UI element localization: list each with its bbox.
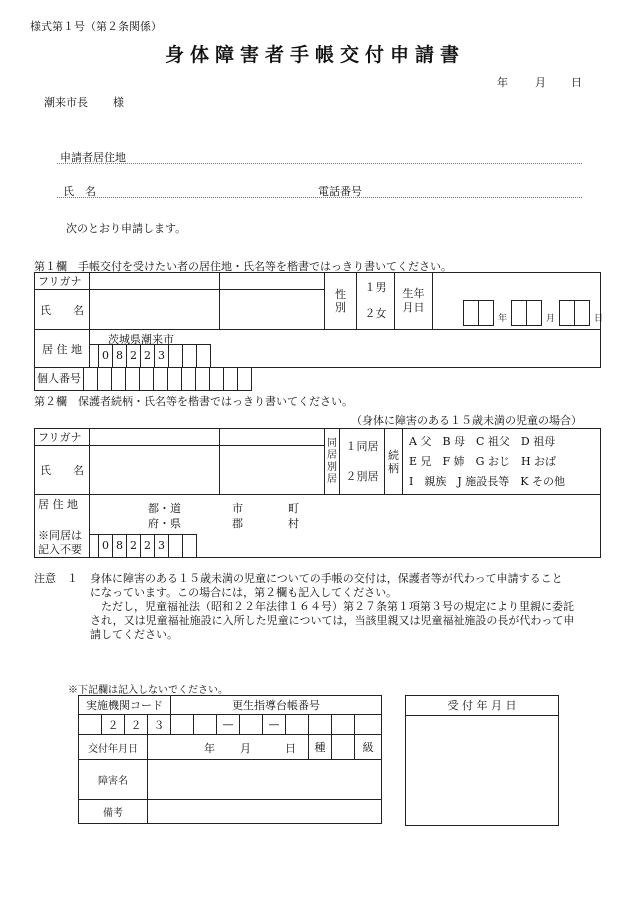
s2-name-input-2[interactable] bbox=[220, 446, 325, 495]
postal-digit[interactable]: 2 bbox=[140, 535, 154, 557]
city-label-2: 郡 bbox=[232, 517, 243, 530]
remarks-cell bbox=[148, 800, 382, 824]
town-label: 町 bbox=[288, 502, 299, 515]
pref-label: 都・道 bbox=[148, 502, 181, 515]
sex-female-option[interactable]: ２女 bbox=[364, 307, 387, 320]
notes-line: 請してください。 bbox=[90, 628, 178, 641]
date-year: 年 bbox=[497, 76, 508, 89]
dob-month-label: 月 bbox=[546, 314, 556, 324]
issue-date-label: 交付年月日 bbox=[79, 735, 148, 760]
issue-year-label: 年 bbox=[204, 742, 215, 755]
received-date-label: 受 付 年 月 日 bbox=[406, 696, 558, 716]
agency-code-label: 実施機関コード bbox=[79, 696, 171, 715]
section2-table bbox=[34, 428, 601, 558]
ledger-label: 更生指導台帳番号 bbox=[171, 696, 382, 715]
postal-digit[interactable]: 2 bbox=[126, 535, 140, 557]
town-label-2: 村 bbox=[288, 517, 299, 530]
issue-month-label: 月 bbox=[240, 742, 251, 755]
addressee-city: 潮来市長 bbox=[44, 96, 88, 109]
relation-option-row[interactable]: A 父 B 母 C 祖父 D 祖母 bbox=[409, 434, 556, 448]
applicant-address-label: 申請者居住地 bbox=[60, 151, 126, 164]
ledger-digit bbox=[286, 715, 309, 735]
relation-option-row[interactable]: I 親族 J 施設長等 K その他 bbox=[409, 474, 565, 488]
relation-option-row[interactable]: E 兄 F 姉 G おじ H おば bbox=[409, 454, 557, 468]
disability-cell bbox=[148, 760, 382, 800]
cohabit-same-option[interactable]: １同居 bbox=[345, 439, 379, 453]
sex-male-option[interactable]: １男 bbox=[364, 281, 387, 294]
agency-code-cell bbox=[79, 715, 102, 735]
ledger-digit bbox=[194, 715, 217, 735]
s1-sex-label: 性別 bbox=[325, 273, 357, 330]
ledger-dash: — bbox=[217, 715, 240, 735]
s2-furigana-input-2[interactable] bbox=[220, 429, 325, 446]
notes-line: ただし，児童福祉法（昭和２２年法律１６４号）第２７条第１項第３号の規定により里親に委託 bbox=[101, 600, 574, 613]
postal-digit[interactable] bbox=[168, 345, 182, 367]
agency-code-digit: ２ bbox=[125, 715, 148, 735]
s2-address-note-2: 記入不要 bbox=[38, 543, 82, 556]
postal-digit[interactable]: 2 bbox=[140, 345, 154, 367]
date-day: 日 bbox=[571, 76, 582, 89]
s1-dob-input[interactable] bbox=[433, 273, 604, 330]
s1-name-input[interactable] bbox=[90, 290, 220, 330]
issue-date-cell bbox=[148, 735, 309, 760]
s2-address-label-cell bbox=[35, 495, 90, 558]
s1-name-input-2[interactable] bbox=[220, 290, 325, 330]
s1-my-number-label: 個人番号 bbox=[35, 368, 84, 390]
page-title: 身体障害者手帳交付申請書 bbox=[164, 44, 465, 66]
applicant-name-label: 氏 名 bbox=[63, 185, 96, 198]
s2-name-label: 氏 名 bbox=[35, 446, 90, 495]
date-month: 月 bbox=[535, 76, 546, 89]
s1-furigana-input-2[interactable] bbox=[220, 273, 325, 290]
applicant-address-line[interactable] bbox=[57, 163, 582, 164]
notes-label: 注意 １ bbox=[34, 572, 78, 585]
section2-note: （身体に障害のある１５歳未満の児童の場合） bbox=[351, 414, 582, 427]
notes-line: され，又は児童福祉施設に入所した児童については，当該里親又は児童福祉施設の長が代わって申 bbox=[90, 614, 575, 627]
grade-label: 級 bbox=[355, 735, 382, 760]
agency-code-digit: ３ bbox=[148, 715, 171, 735]
s1-address-label: 居 住 地 bbox=[35, 330, 90, 368]
postal-digit[interactable]: 0 bbox=[98, 535, 112, 557]
postal-digit[interactable] bbox=[196, 345, 210, 367]
s1-furigana-label: フリガナ bbox=[35, 273, 90, 290]
office-instruction: ※下記欄は記入しないでください。 bbox=[68, 685, 228, 696]
postal-digit[interactable]: 8 bbox=[112, 535, 126, 557]
s2-postal-code[interactable] bbox=[90, 534, 197, 557]
ledger-digit bbox=[171, 715, 194, 735]
postal-digit[interactable]: 3 bbox=[154, 345, 168, 367]
postal-digit[interactable] bbox=[168, 535, 182, 557]
postal-digit[interactable]: 0 bbox=[98, 345, 112, 367]
ledger-dash: — bbox=[263, 715, 286, 735]
section1-heading: 第１欄 手帳交付を受けたい者の居住地・氏名等を楷書ではっきり書いてください。 bbox=[34, 260, 452, 273]
section2-heading: 第２欄 保護者続柄・氏名等を楷書ではっきり書いてください。 bbox=[34, 395, 353, 408]
postal-digit[interactable]: 2 bbox=[126, 345, 140, 367]
s1-address-input[interactable] bbox=[90, 330, 601, 368]
city-label: 市 bbox=[232, 502, 243, 515]
ledger-digit bbox=[309, 715, 332, 735]
form-id: 様式第１号（第２条関係） bbox=[30, 20, 162, 33]
s2-cohabit-label: 同居別居 bbox=[325, 429, 340, 495]
s2-name-input[interactable] bbox=[90, 446, 220, 495]
applicant-phone-label: 電話番号 bbox=[318, 185, 362, 198]
request-text: 次のとおり申請します。 bbox=[66, 222, 187, 235]
ledger-digit bbox=[332, 715, 355, 735]
notes-line: 身体に障害のある１５歳未満の児童についての手帳の交付は，保護者等が代わって申請すること bbox=[90, 572, 563, 585]
s1-sex-options[interactable] bbox=[357, 273, 395, 330]
s2-relation-options[interactable] bbox=[403, 429, 601, 495]
s2-address-note: ※同居は bbox=[38, 529, 82, 542]
dob-day-label: 日 bbox=[594, 314, 604, 324]
s2-address-input[interactable] bbox=[90, 495, 601, 558]
ledger-digit bbox=[355, 715, 382, 735]
s2-furigana-input[interactable] bbox=[90, 429, 220, 446]
postal-digit[interactable] bbox=[182, 535, 196, 557]
s2-relation-label: 続柄 bbox=[385, 429, 403, 495]
class-label: 種 bbox=[309, 735, 332, 760]
applicant-name-line[interactable] bbox=[57, 197, 582, 198]
s1-dob-label: 生年月日 bbox=[395, 273, 433, 330]
s1-address-value: 茨城県潮来市 bbox=[108, 333, 174, 346]
postal-digit[interactable] bbox=[182, 345, 196, 367]
postal-digit[interactable]: 8 bbox=[112, 345, 126, 367]
s1-furigana-input[interactable] bbox=[90, 273, 220, 290]
s1-my-number-row[interactable] bbox=[34, 367, 252, 391]
received-date-box bbox=[405, 695, 559, 826]
s1-postal-code[interactable] bbox=[90, 344, 211, 367]
ledger-digit bbox=[240, 715, 263, 735]
grade-cell bbox=[332, 735, 355, 760]
s2-furigana-label: フリガナ bbox=[35, 429, 90, 446]
agency-code-digit: ２ bbox=[102, 715, 125, 735]
s1-name-label: 氏 名 bbox=[35, 290, 90, 330]
s2-address-label: 居 住 地 bbox=[38, 498, 78, 511]
postal-digit[interactable]: 3 bbox=[154, 535, 168, 557]
section1-table bbox=[34, 272, 604, 368]
dob-year-label: 年 bbox=[498, 314, 508, 324]
remarks-label: 備考 bbox=[79, 800, 148, 824]
office-table bbox=[78, 695, 382, 824]
notes-line: になっています。この場合には，第２欄も記入してください。 bbox=[90, 586, 398, 599]
issue-day-label: 日 bbox=[285, 742, 296, 755]
cohabit-separate-option[interactable]: ２別居 bbox=[345, 469, 379, 483]
pref-label-2: 府・県 bbox=[148, 517, 181, 530]
disability-label: 障害名 bbox=[79, 760, 148, 800]
s2-cohabit-options[interactable] bbox=[340, 429, 385, 495]
addressee-honorific: 様 bbox=[113, 96, 124, 109]
